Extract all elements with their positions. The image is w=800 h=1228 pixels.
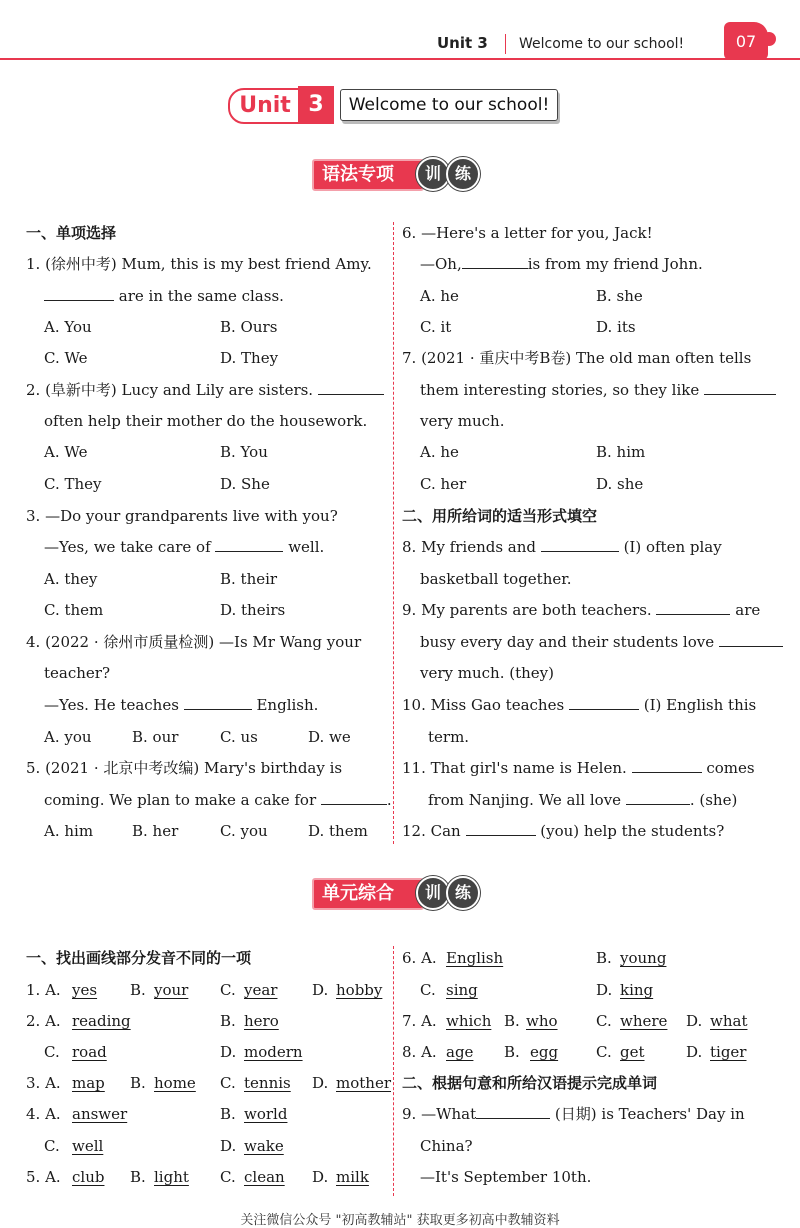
s2-label-d: D. bbox=[220, 1043, 237, 1061]
q11-line1 bbox=[402, 758, 755, 778]
q10-text-2: (I) English this bbox=[643, 696, 757, 714]
s4-option-a[interactable]: answer bbox=[72, 1105, 128, 1123]
q1-option-c[interactable]: C. We bbox=[44, 349, 88, 367]
s5-label-d: D. bbox=[312, 1168, 329, 1186]
s1-option-c[interactable]: year bbox=[244, 981, 278, 999]
s7-num: 7. A. bbox=[402, 1012, 437, 1030]
q7-option-d[interactable]: D. she bbox=[596, 475, 644, 493]
answer-blank[interactable] bbox=[656, 600, 730, 615]
s7-label-b: B. bbox=[504, 1012, 520, 1030]
s5-option-a[interactable]: club bbox=[72, 1168, 105, 1186]
q2-line1 bbox=[26, 380, 384, 400]
q7-text-1: them interesting stories, so they like bbox=[420, 381, 700, 399]
s9-line3: —It's September 10th. bbox=[420, 1168, 592, 1186]
s5-option-d[interactable]: milk bbox=[336, 1168, 369, 1186]
answer-blank[interactable] bbox=[462, 254, 528, 269]
grammar-heading-2: 二、用所给词的适当形式填空 bbox=[402, 507, 598, 525]
header-unit: Unit 3 bbox=[437, 34, 488, 52]
s1-label-b: B. bbox=[130, 981, 146, 999]
s1-label-c: C. bbox=[220, 981, 236, 999]
answer-blank[interactable] bbox=[719, 632, 783, 647]
q10-line2: term. bbox=[428, 728, 470, 746]
q3-option-b[interactable]: B. their bbox=[220, 570, 278, 588]
grammar-section-banner bbox=[312, 157, 482, 191]
q6-option-d[interactable]: D. its bbox=[596, 318, 636, 336]
answer-blank[interactable] bbox=[569, 695, 639, 710]
s4-num: 4. A. bbox=[26, 1105, 61, 1123]
s3-label-c: C. bbox=[220, 1074, 236, 1092]
q5-line2 bbox=[44, 790, 392, 810]
q3-line1: 3. —Do your grandparents live with you? bbox=[26, 507, 338, 525]
q9-text-2: are bbox=[735, 601, 761, 619]
q8-text-2: (I) often play bbox=[623, 538, 722, 556]
column-divider-top bbox=[393, 222, 394, 844]
answer-blank[interactable] bbox=[44, 286, 114, 301]
q4-option-a[interactable]: A. you bbox=[44, 728, 92, 746]
s6-option-a[interactable]: English bbox=[446, 949, 504, 967]
unit-heading-1: 一、找出画线部分发音不同的一项 bbox=[26, 949, 252, 967]
answer-blank[interactable] bbox=[704, 380, 776, 395]
s7-option-b[interactable]: who bbox=[526, 1012, 558, 1030]
unit-section-label: 单元综合 bbox=[312, 878, 424, 910]
unit-banner-number: 3 bbox=[298, 86, 334, 124]
q7-line1: 7. (2021 · 重庆中考B卷) The old man often tells bbox=[402, 349, 752, 367]
s1-option-a[interactable]: yes bbox=[72, 981, 98, 999]
q2-line2: often help their mother do the housework. bbox=[44, 412, 368, 430]
s4-label-b: B. bbox=[220, 1105, 236, 1123]
q2-option-c[interactable]: C. They bbox=[44, 475, 102, 493]
q8-line1 bbox=[402, 537, 722, 557]
q4-text-2: English. bbox=[256, 696, 319, 714]
s8-option-c[interactable]: get bbox=[620, 1043, 645, 1061]
s7-label-c: C. bbox=[596, 1012, 612, 1030]
unit-section-banner bbox=[312, 876, 482, 910]
s9-line1 bbox=[402, 1104, 745, 1124]
q6-text-1: —Oh, bbox=[420, 255, 462, 273]
s5-label-c: C. bbox=[220, 1168, 236, 1186]
grammar-section-circle-1: 训 bbox=[416, 157, 450, 191]
q3-line2 bbox=[44, 537, 324, 557]
q4-text-1: —Yes. He teaches bbox=[44, 696, 179, 714]
grammar-section-label: 语法专项 bbox=[312, 159, 424, 191]
q11-line2 bbox=[428, 790, 737, 810]
q7-line2 bbox=[420, 380, 776, 400]
s1-option-d[interactable]: hobby bbox=[336, 981, 383, 999]
s5-option-c[interactable]: clean bbox=[244, 1168, 285, 1186]
answer-blank[interactable] bbox=[466, 821, 536, 836]
page-number-badge: 07 bbox=[724, 22, 768, 60]
s8-label-d: D. bbox=[686, 1043, 703, 1061]
q1-option-d[interactable]: D. They bbox=[220, 349, 279, 367]
answer-blank[interactable] bbox=[541, 537, 619, 552]
s2-option-a[interactable]: reading bbox=[72, 1012, 131, 1030]
s1-num: 1. A. bbox=[26, 981, 61, 999]
unit-heading-2: 二、根据句意和所给汉语提示完成单词 bbox=[402, 1074, 658, 1092]
answer-blank[interactable] bbox=[318, 380, 384, 395]
answer-blank[interactable] bbox=[476, 1104, 550, 1119]
q3-text-1: —Yes, we take care of bbox=[44, 538, 211, 556]
unit-section-circle-1: 训 bbox=[416, 876, 450, 910]
q5-text-1: coming. We plan to make a cake for bbox=[44, 791, 317, 809]
s7-option-d[interactable]: what bbox=[710, 1012, 748, 1030]
s3-label-b: B. bbox=[130, 1074, 146, 1092]
q6-text-2: is from my friend John. bbox=[527, 255, 703, 273]
q5-option-d[interactable]: D. them bbox=[308, 822, 368, 840]
grammar-section-circle-2: 练 bbox=[446, 157, 480, 191]
q6-line1: 6. —Here's a letter for you, Jack! bbox=[402, 224, 653, 242]
s6-option-c[interactable]: sing bbox=[446, 981, 478, 999]
s2-option-d[interactable]: modern bbox=[244, 1043, 303, 1061]
s2-option-c[interactable]: road bbox=[72, 1043, 107, 1061]
s6-label-b: B. bbox=[596, 949, 612, 967]
q7-option-a[interactable]: A. he bbox=[420, 443, 459, 461]
q2-option-b[interactable]: B. You bbox=[220, 443, 268, 461]
s2-label-c: C. bbox=[44, 1043, 60, 1061]
q3-option-d[interactable]: D. theirs bbox=[220, 601, 286, 619]
q9-line3: very much. (they) bbox=[420, 664, 554, 682]
header-separator bbox=[505, 34, 506, 54]
q5-line1: 5. (2021 · 北京中考改编) Mary's birthday is bbox=[26, 759, 343, 777]
answer-blank[interactable] bbox=[632, 758, 702, 773]
q5-option-a[interactable]: A. him bbox=[44, 822, 94, 840]
q4-option-c[interactable]: C. us bbox=[220, 728, 258, 746]
q1-line2 bbox=[44, 286, 284, 306]
s1-label-d: D. bbox=[312, 981, 329, 999]
unit-banner-word: Unit bbox=[228, 88, 302, 124]
s3-option-c[interactable]: tennis bbox=[244, 1074, 291, 1092]
unit-banner bbox=[228, 86, 560, 124]
q1-option-b[interactable]: B. Ours bbox=[220, 318, 278, 336]
q12-text-2: (you) help the students? bbox=[540, 822, 725, 840]
grammar-heading-1: 一、单项选择 bbox=[26, 224, 117, 242]
s9-text-2: (日期) is Teachers' Day in bbox=[554, 1105, 745, 1123]
answer-blank[interactable] bbox=[626, 790, 690, 805]
q7-line3: very much. bbox=[420, 412, 505, 430]
unit-banner-title: Welcome to our school! bbox=[340, 89, 558, 121]
header-rule bbox=[0, 58, 800, 60]
q4-line1: 4. (2022 · 徐州市质量检测) —Is Mr Wang your bbox=[26, 633, 362, 651]
s8-option-b[interactable]: egg bbox=[530, 1043, 559, 1061]
s3-option-d[interactable]: mother bbox=[336, 1074, 391, 1092]
q4-option-d[interactable]: D. we bbox=[308, 728, 351, 746]
s8-label-b: B. bbox=[504, 1043, 520, 1061]
q3-text-2: well. bbox=[288, 538, 325, 556]
s4-label-c: C. bbox=[44, 1137, 60, 1155]
s8-num: 8. A. bbox=[402, 1043, 437, 1061]
s8-label-c: C. bbox=[596, 1043, 612, 1061]
q4-line2: teacher? bbox=[44, 664, 110, 682]
q5-text-2: . bbox=[386, 791, 392, 809]
unit-section-circle-2: 练 bbox=[446, 876, 480, 910]
q11-text-1: 11. That girl's name is Helen. bbox=[402, 759, 627, 777]
q1-text: are in the same class. bbox=[118, 287, 284, 305]
q8-text-1: 8. My friends and bbox=[402, 538, 537, 556]
s4-option-b[interactable]: world bbox=[244, 1105, 288, 1123]
s6-label-c: C. bbox=[420, 981, 436, 999]
s6-num: 6. A. bbox=[402, 949, 437, 967]
q8-line2: basketball together. bbox=[420, 570, 572, 588]
s5-num: 5. A. bbox=[26, 1168, 61, 1186]
s2-num: 2. A. bbox=[26, 1012, 61, 1030]
q6-line2 bbox=[420, 254, 703, 274]
q9-line1 bbox=[402, 600, 760, 620]
s4-option-d[interactable]: wake bbox=[244, 1137, 284, 1155]
s6-label-d: D. bbox=[596, 981, 613, 999]
s5-label-b: B. bbox=[130, 1168, 146, 1186]
s4-label-d: D. bbox=[220, 1137, 237, 1155]
q12-line1 bbox=[402, 821, 724, 841]
s2-label-b: B. bbox=[220, 1012, 236, 1030]
q11-text-3: from Nanjing. We all love bbox=[428, 791, 622, 809]
s3-num: 3. A. bbox=[26, 1074, 61, 1092]
s7-label-d: D. bbox=[686, 1012, 703, 1030]
q9-line2 bbox=[420, 632, 783, 652]
s4-option-c[interactable]: well bbox=[72, 1137, 104, 1155]
answer-blank[interactable] bbox=[215, 537, 283, 552]
q2-text: 2. (阜新中考) Lucy and Lily are sisters. bbox=[26, 381, 314, 399]
header-title: Welcome to our school! bbox=[519, 36, 685, 52]
answer-blank[interactable] bbox=[184, 695, 252, 710]
q4-option-b[interactable]: B. our bbox=[132, 728, 179, 746]
q1-option-a[interactable]: A. You bbox=[44, 318, 92, 336]
q6-option-a[interactable]: A. he bbox=[420, 287, 459, 305]
s8-option-a[interactable]: age bbox=[446, 1043, 474, 1061]
q7-option-b[interactable]: B. him bbox=[596, 443, 646, 461]
q5-option-c[interactable]: C. you bbox=[220, 822, 268, 840]
s3-option-a[interactable]: map bbox=[72, 1074, 105, 1092]
q12-text-1: 12. Can bbox=[402, 822, 461, 840]
s7-option-a[interactable]: which bbox=[446, 1012, 492, 1030]
q6-option-b[interactable]: B. she bbox=[596, 287, 643, 305]
q3-option-c[interactable]: C. them bbox=[44, 601, 104, 619]
q2-option-d[interactable]: D. She bbox=[220, 475, 270, 493]
s6-option-d[interactable]: king bbox=[620, 981, 654, 999]
q7-option-c[interactable]: C. her bbox=[420, 475, 467, 493]
q6-option-c[interactable]: C. it bbox=[420, 318, 452, 336]
q10-text-1: 10. Miss Gao teaches bbox=[402, 696, 565, 714]
s9-line2: China? bbox=[420, 1137, 473, 1155]
q5-option-b[interactable]: B. her bbox=[132, 822, 179, 840]
q9-text-3: busy every day and their students love bbox=[420, 633, 715, 651]
q9-text-1: 9. My parents are both teachers. bbox=[402, 601, 652, 619]
answer-blank[interactable] bbox=[321, 790, 387, 805]
s7-option-c[interactable]: where bbox=[620, 1012, 668, 1030]
s6-option-b[interactable]: young bbox=[620, 949, 667, 967]
column-divider-bottom bbox=[393, 946, 394, 1196]
s5-option-b[interactable]: light bbox=[154, 1168, 189, 1186]
q3-option-a[interactable]: A. they bbox=[44, 570, 98, 588]
q11-text-2: comes bbox=[706, 759, 755, 777]
q4-line3 bbox=[44, 695, 318, 715]
s3-label-d: D. bbox=[312, 1074, 329, 1092]
s9-text-1: 9. —What bbox=[402, 1105, 477, 1123]
s1-option-b[interactable]: your bbox=[154, 981, 189, 999]
q11-text-4: . (she) bbox=[689, 791, 738, 809]
q10-line1 bbox=[402, 695, 756, 715]
q1-line1: 1. (徐州中考) Mum, this is my best friend Amy. bbox=[26, 255, 372, 273]
q2-option-a[interactable]: A. We bbox=[44, 443, 88, 461]
footer-note: 关注微信公众号 "初高教辅站" 获取更多初高中教辅资料 bbox=[240, 1213, 560, 1228]
s8-option-d[interactable]: tiger bbox=[710, 1043, 747, 1061]
s3-option-b[interactable]: home bbox=[154, 1074, 196, 1092]
s2-option-b[interactable]: hero bbox=[244, 1012, 279, 1030]
